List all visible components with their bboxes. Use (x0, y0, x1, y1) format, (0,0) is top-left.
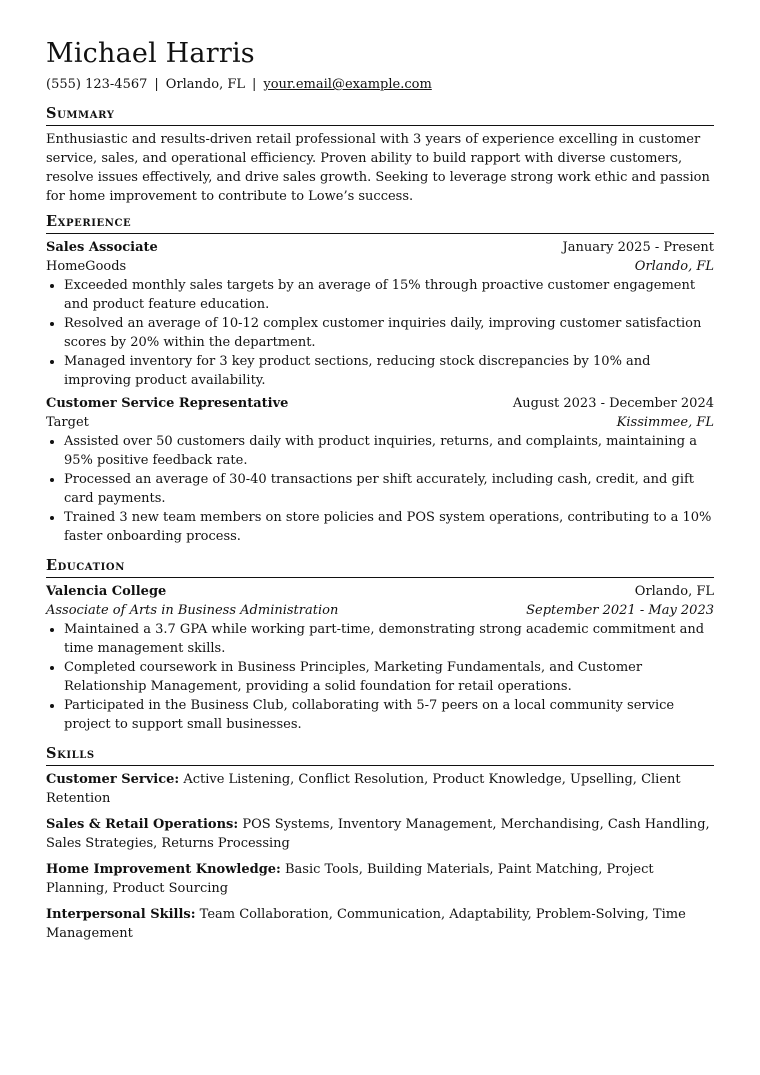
contact-location: Orlando, FL (165, 77, 245, 92)
phone-number: (555) 123-4567 (46, 77, 148, 92)
email-link[interactable]: your.email@example.com (263, 77, 432, 92)
list-item: • Trained 3 new team members on store policies and POS system operations, contributing to a 10% faster onboarding process. (64, 508, 714, 546)
list-item: • Processed an average of 30-40 transactions per shift accurately, including cash, credit, and gift card payments. (64, 470, 714, 508)
skill-value: POS Systems, Inventory Management, Merchandising, Cash Handling, Sales Strategies, Returns Processing (46, 817, 710, 851)
summary-section (46, 104, 714, 206)
skill-label: Sales & Retail Operations: (46, 817, 239, 832)
experience-section (46, 212, 714, 546)
job-subheader (46, 413, 714, 432)
job-location: Kissimmee, FL (616, 415, 714, 430)
list-item: • Maintained a 3.7 GPA while working part-time, demonstrating strong academic commitment and time management skills. (64, 620, 714, 658)
job-dates: January 2025 - Present (562, 240, 714, 255)
education-bullet-list (46, 620, 714, 734)
section-title-education: Education (46, 556, 714, 578)
skill-line (46, 860, 714, 898)
contact-separator: | (154, 77, 159, 92)
degree-name: Associate of Arts in Business Administration (46, 603, 339, 618)
skill-line (46, 905, 714, 943)
skill-label: Customer Service: (46, 772, 180, 787)
skill-value: Basic Tools, Building Materials, Paint Matching, Project Planning, Product Sourcing (46, 862, 654, 896)
contact-line (46, 76, 714, 94)
job-company: HomeGoods (46, 259, 127, 274)
list-item: • Participated in the Business Club, collaborating with 5-7 peers on a local community service project to support small businesses. (64, 696, 714, 734)
list-item: • Exceeded monthly sales targets by an average of 15% through proactive customer engagement and product feature education. (64, 276, 714, 314)
skill-label: Interpersonal Skills: (46, 907, 196, 922)
job-header (46, 394, 714, 413)
job-location: Orlando, FL (634, 259, 714, 274)
list-item: • Completed coursework in Business Principles, Marketing Fundamentals, and Customer Relationship Management, providing a solid foundation for retail operations. (64, 658, 714, 696)
job-role: Customer Service Representative (46, 396, 289, 411)
job-bullet-list (46, 276, 714, 390)
education-subheader (46, 601, 714, 620)
school-location: Orlando, FL (634, 584, 714, 599)
education-header (46, 582, 714, 601)
candidate-name: Michael Harris (46, 38, 255, 69)
list-item: • Resolved an average of 10-12 complex customer inquiries daily, improving customer satisfaction scores by 20% within the department. (64, 314, 714, 352)
skills-section (46, 744, 714, 943)
section-title-experience: Experience (46, 212, 714, 234)
skill-label: Home Improvement Knowledge: (46, 862, 281, 877)
education-entry (46, 582, 714, 734)
summary-text: Enthusiastic and results-driven retail professional with 3 years of experience excelling in customer service, sales, and operational efficiency. Proven ability to build rapport with diverse customers, resolve issues effectively, and drive sales growth. Seeking to leverage strong work ethic and passion for home improvement to contribute to Lowe’s success. (46, 132, 710, 204)
section-title-summary: Summary (46, 104, 714, 126)
skill-value: Team Collaboration, Communication, Adaptability, Problem-Solving, Time Management (46, 907, 686, 941)
job-bullet-list (46, 432, 714, 546)
skill-line (46, 770, 714, 808)
job-role: Sales Associate (46, 240, 158, 255)
job-header (46, 238, 714, 257)
list-item: • Managed inventory for 3 key product sections, reducing stock discrepancies by 10% and improving product availability. (64, 352, 714, 390)
section-title-skills: Skills (46, 744, 714, 766)
skill-line (46, 815, 714, 853)
list-item: • Assisted over 50 customers daily with product inquiries, returns, and complaints, maintaining a 95% positive feedback rate. (64, 432, 714, 470)
job-entry (46, 238, 714, 390)
contact-separator: | (252, 77, 257, 92)
job-dates: August 2023 - December 2024 (512, 396, 714, 411)
education-dates: September 2021 - May 2023 (526, 603, 714, 618)
education-section (46, 556, 714, 734)
skill-value: Active Listening, Conflict Resolution, Product Knowledge, Upselling, Client Retention (46, 772, 681, 806)
job-entry (46, 394, 714, 546)
job-company: Target (46, 415, 89, 430)
job-subheader (46, 257, 714, 276)
school-name: Valencia College (46, 584, 167, 599)
